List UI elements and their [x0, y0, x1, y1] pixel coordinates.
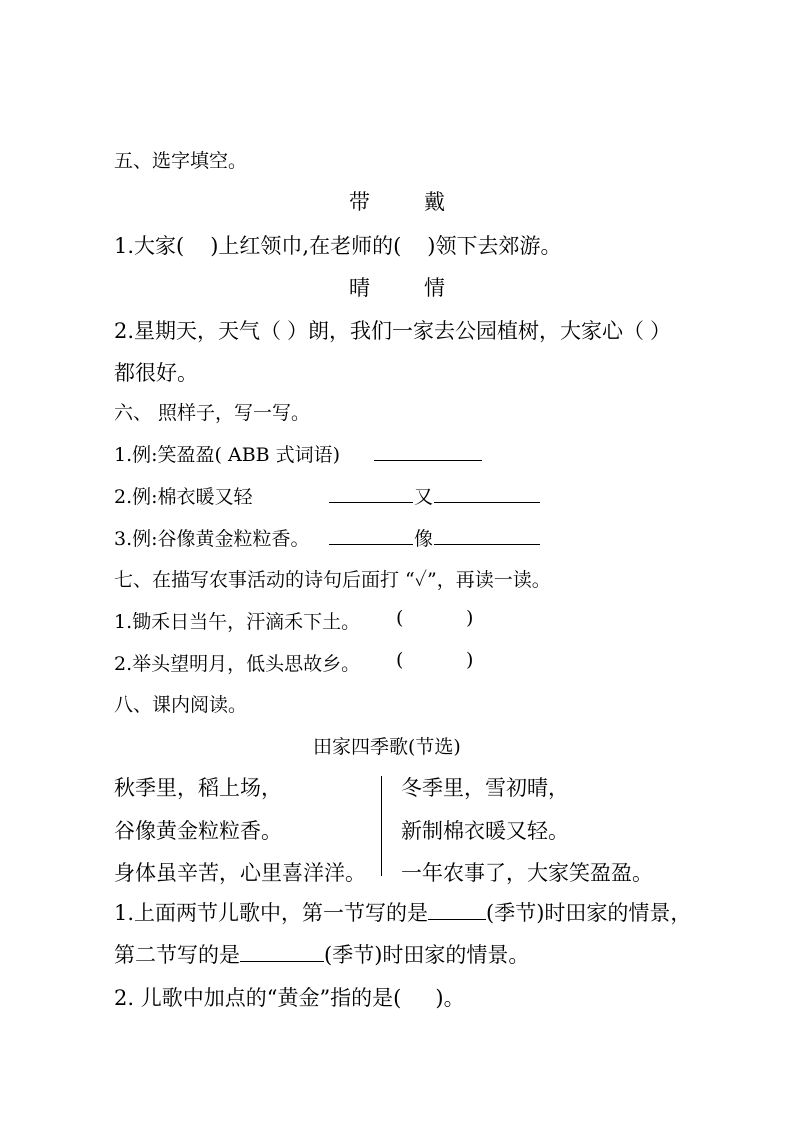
poem-left-line-1: 秋季里，稻上场， — [114, 776, 282, 800]
s8q1-part-2: (季节)时田家的情景， — [486, 901, 692, 925]
section-5-question-2-line-2: 都很好。 — [114, 361, 198, 385]
poem-title: 田家四季歌(节选) — [313, 736, 461, 758]
section-5-heading: 五、选字填空。 — [114, 150, 248, 172]
item-1-bracket-open: ( — [396, 607, 404, 629]
section-8-heading: 八、课内阅读。 — [114, 694, 248, 716]
section-8-question-1-line-1 — [114, 897, 691, 927]
item-3-answer-blank-1[interactable] — [329, 526, 413, 545]
item-1-check-box[interactable] — [406, 607, 464, 629]
choice-char-qing-sunny: 晴 — [349, 276, 370, 300]
poem-divider — [381, 776, 382, 876]
s8q1-season-blank-1[interactable] — [428, 901, 486, 920]
section-8-question-1-line-2 — [114, 939, 529, 969]
item-1-bracket-close: ) — [466, 607, 474, 629]
s8q1-part-1: 1.上面两节儿歌中，第一节写的是 — [114, 901, 429, 925]
choice-char-dai-wear: 戴 — [424, 190, 445, 214]
section-7-item-2: 2.举头望明月，低头思故乡。 — [114, 653, 361, 675]
section-5-question-2-line-1 — [114, 315, 671, 345]
poem-right-line-1: 冬季里，雪初晴， — [401, 776, 569, 800]
q1-part-3: )领下去郊游。 — [427, 234, 562, 258]
section-6-item-1 — [114, 440, 340, 467]
item-2-answer-blank-1[interactable] — [329, 484, 413, 503]
poem-left-line-2: 谷像黄金粒粒香。 — [114, 819, 282, 843]
choice-char-qing-feeling: 情 — [424, 276, 445, 300]
choice-char-dai-belt: 带 — [349, 190, 370, 214]
section-6-item-3: 3.例:谷像黄金粒粒香。 — [114, 528, 310, 550]
item-3-answer-blank-2[interactable] — [434, 526, 540, 545]
item-2-bracket-close: ) — [466, 649, 474, 671]
s8q1-part-3: 第二节写的是 — [114, 943, 240, 967]
item-2-check-box[interactable] — [406, 649, 464, 671]
q2-part-3: ） — [650, 319, 672, 343]
section-6-item-2: 2.例:棉衣暖又轻 — [114, 486, 253, 508]
q1-part-2: )上红领巾,在老师的( — [210, 234, 402, 258]
item-2-connector: 又 — [414, 486, 434, 508]
s8q2-part-2: )。 — [435, 986, 465, 1010]
item-1-example: 1.例:笑盈盈( ABB 式词语) — [114, 444, 341, 466]
item-3-connector: 像 — [414, 528, 434, 550]
s8q1-season-blank-2[interactable] — [240, 943, 324, 962]
section-5-question-1 — [114, 230, 562, 260]
section-6-heading: 六、 照样子，写一写。 — [114, 402, 311, 424]
s8q1-part-4: (季节)时田家的情景。 — [324, 943, 530, 967]
s8q2-part-1: 2. 儿歌中加点的“黄金”指的是( — [114, 986, 402, 1010]
poem-right-line-2: 新制棉衣暖又轻。 — [401, 819, 569, 843]
q2-part-1: 2.星期天，天气（ — [114, 319, 282, 343]
q1-part-1: 1.大家( — [114, 234, 185, 258]
q2-part-2: ）朗，我们一家去公园植树，大家心（ — [287, 319, 645, 343]
item-1-answer-blank[interactable] — [374, 442, 482, 461]
section-8-question-2 — [114, 982, 465, 1012]
item-2-bracket-open: ( — [396, 649, 404, 671]
poem-right-line-3: 一年农事了，大家笑盈盈。 — [401, 861, 653, 885]
section-7-heading: 七、在描写农事活动的诗句后面打 “✓”，再读一读。 — [114, 569, 551, 591]
poem-left-line-3: 身体虽辛苦，心里喜洋洋。 — [114, 861, 366, 885]
item-2-answer-blank-2[interactable] — [434, 484, 540, 503]
section-7-item-1: 1.锄禾日当午，汗滴禾下土。 — [114, 611, 361, 633]
